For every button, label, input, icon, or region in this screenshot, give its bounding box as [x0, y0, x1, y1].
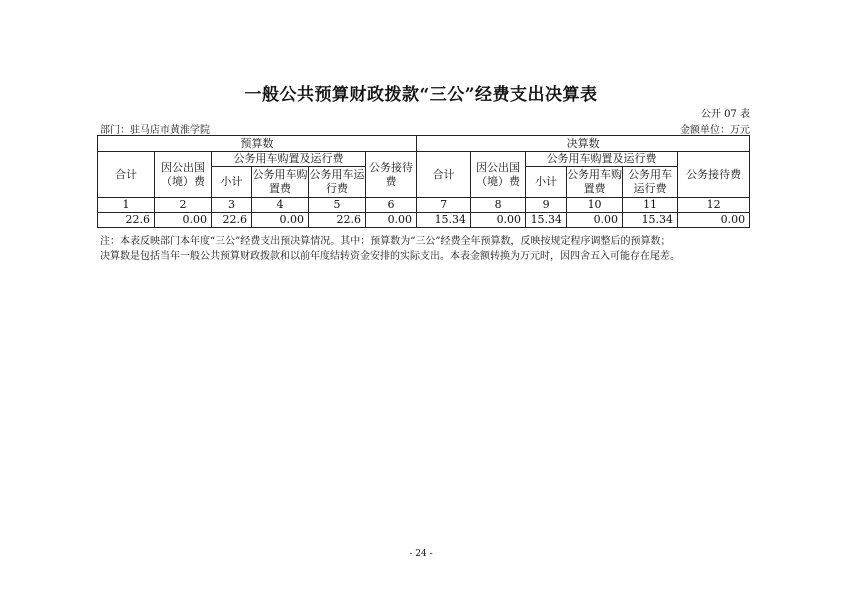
budget-reception-header: 公务接待费: [366, 152, 417, 198]
budget-subtotal-value: 22.6: [212, 213, 252, 228]
column-number: 10: [567, 198, 623, 213]
column-number: 9: [526, 198, 567, 213]
final-vehicle-purchase-header: 公务用车购置费: [567, 167, 623, 198]
page-number: - 24 -: [409, 549, 433, 559]
final-vehicle-operation-header: 公务用车运行费: [623, 167, 678, 198]
final-vehicle-purchase-value: 0.00: [567, 213, 623, 228]
final-vehicle-operation-value: 15.34: [623, 213, 678, 228]
budget-vehicle-operation-header: 公务用车运行费: [309, 167, 366, 198]
budget-abroad-header: 因公出国（境）费: [155, 152, 212, 198]
budget-reception-value: 0.00: [366, 213, 417, 228]
budget-vehicle-operation-value: 22.6: [309, 213, 366, 228]
final-subtotal-value: 15.34: [526, 213, 567, 228]
final-total-header: 合计: [417, 152, 471, 198]
final-vehicle-group-header: 公务用车购置及运行费: [526, 152, 678, 167]
column-number-row: [98, 198, 750, 213]
final-reception-value: 0.00: [678, 213, 750, 228]
note-line: 注：本表反映部门本年度“三公”经费支出预决算情况。其中：预算数为“三公”经费全年预算数，反映按规定程序调整后的预算数；: [100, 236, 671, 247]
budget-total-header: 合计: [98, 152, 155, 198]
final-abroad-header: 因公出国（境）费: [471, 152, 526, 198]
column-number: 1: [98, 198, 155, 213]
budget-subtotal-header: 小计: [212, 167, 252, 198]
column-number: 11: [623, 198, 678, 213]
page-title: 一般公共预算财政拨款“三公”经费支出决算表: [244, 85, 598, 105]
column-number: 5: [309, 198, 366, 213]
three-public-expenses-table: [97, 135, 750, 228]
department-label: 部门：驻马店市黄淮学院: [100, 125, 210, 136]
budget-abroad-value: 0.00: [155, 213, 212, 228]
column-number: 7: [417, 198, 471, 213]
budget-total-value: 22.6: [98, 213, 155, 228]
final-abroad-value: 0.00: [471, 213, 526, 228]
value-row: [98, 213, 750, 228]
final-reception-header: 公务接待费: [678, 152, 750, 198]
column-number: 6: [366, 198, 417, 213]
column-number: 12: [678, 198, 750, 213]
budget-vehicle-purchase-value: 0.00: [252, 213, 309, 228]
column-number: 8: [471, 198, 526, 213]
budget-vehicle-group-header: 公务用车购置及运行费: [212, 152, 366, 167]
table-note: [100, 234, 760, 264]
final-total-value: 15.34: [417, 213, 471, 228]
note-line: 决算数是包括当年一般公共预算财政拨款和以前年度结转资金安排的实际支出。本表金额转换为万元时，因四舍五入可能存在尾差。: [100, 251, 680, 262]
form-number: 公开 07 表: [700, 109, 750, 120]
unit-label: 金额单位：万元: [680, 125, 750, 136]
final-group-header: 决算数: [417, 136, 750, 152]
final-subtotal-header: 小计: [526, 167, 567, 198]
budget-group-header: 预算数: [98, 136, 417, 152]
budget-vehicle-purchase-header: 公务用车购置费: [252, 167, 309, 198]
column-number: 2: [155, 198, 212, 213]
column-number: 4: [252, 198, 309, 213]
column-number: 3: [212, 198, 252, 213]
